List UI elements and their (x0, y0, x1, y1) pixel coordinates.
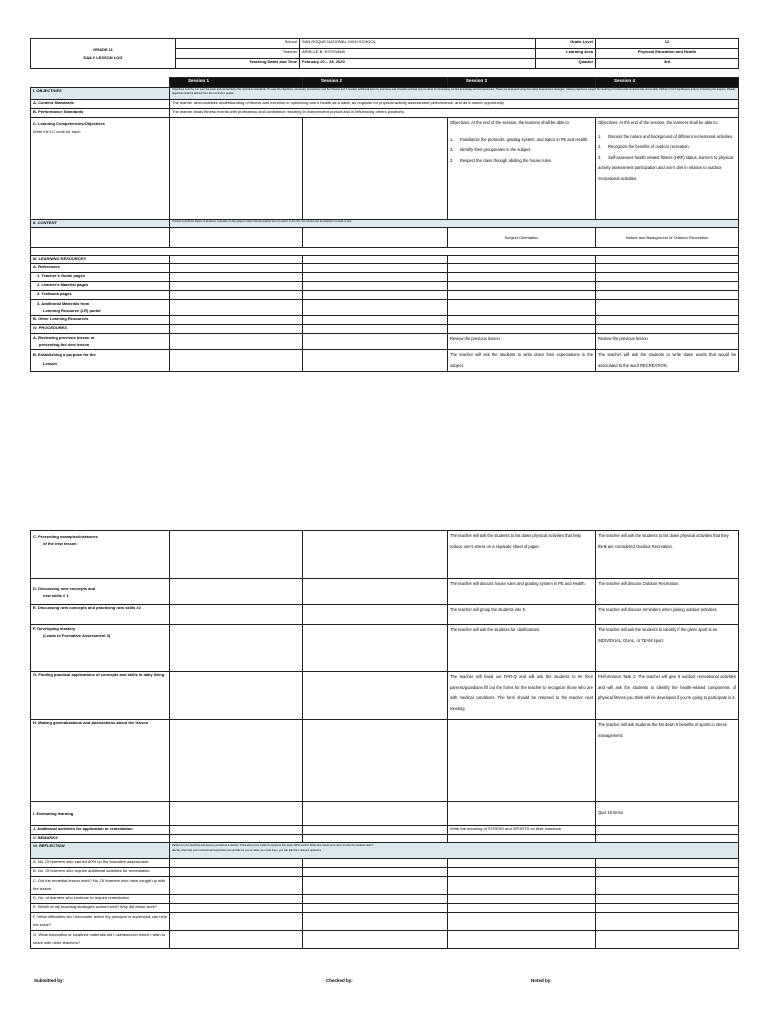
teachers-guide-label: 1. Teacher’s Guide pages (31, 273, 170, 282)
lesson-log-page-2 (30, 530, 738, 949)
lesson-table-2 (30, 530, 739, 949)
grade-level-label: Grade Level (536, 39, 596, 49)
references-label: A. References (31, 264, 170, 273)
session-4-header: Session 4 (596, 78, 739, 88)
proc-i-session-4: Quiz 10 items (596, 802, 739, 826)
learning-area-label: Learning Area (536, 49, 596, 59)
session-3-header: Session 3 (448, 78, 596, 88)
noted-by-label: Noted by: (531, 978, 552, 983)
proc-g-session-3: The teacher will hand out PAR-Q and will ask the students to let their parents/guardians fill out the forms for the teacher to recognize those who are with medical conditions. The form should be returned to the teacher next meeting. (448, 672, 596, 720)
session-4-content: Nature and Background of Outdoor Recreation (596, 228, 739, 248)
checked-by-label: Checked by: (326, 978, 353, 983)
grade-level-value: 12 (596, 39, 739, 49)
reflection-f: F. What difficulties did I encounter which my principal or supervisor can help me solve? (31, 913, 170, 931)
proc-f-session-3: The teacher will ask the students for clarifications. (448, 625, 596, 672)
session-header-row (31, 78, 739, 88)
proc-e-session-4: The teacher will discuss reminders when joining outdoor activities. (596, 605, 739, 625)
proc-g-label: G. Finding practical applications of concepts and skills in daily living (31, 672, 170, 720)
proc-a-session-3: Review the previous lesson (448, 334, 596, 350)
competencies-sub: Write the LC code for each (33, 129, 81, 134)
dates-value: February 20 – 28, 2020 (300, 59, 536, 69)
additional-materials-cell: 4. Additional Materials from Learning Resource (LR) portal (31, 300, 170, 316)
proc-d-session-4: The teacher will discuss Outdoor Recreation. (596, 579, 739, 605)
content-standards-label: A. Content Standards (31, 100, 170, 109)
session-1-header: Session 1 (170, 78, 303, 88)
competencies-cell (31, 118, 170, 220)
performance-standards-label: B. Performance Standards (31, 109, 170, 118)
session-2-header: Session 2 (303, 78, 448, 88)
proc-i-label: I. Evaluating learning (31, 802, 170, 826)
reflection-b: B. No. Of learners who require additional activities for remediation. (31, 868, 170, 877)
log-title: DAILY LESSON LOG (83, 54, 123, 60)
proc-g-session-4: Performance Task 1: The teacher will give 5 outdoor recreational activities and will ask the students to identify the health-related components of physical fitness you think will be developed if you’re going to participate in it. (596, 672, 739, 720)
lesson-log-page-1 (30, 38, 738, 372)
reflection-d: D. No. of learners who continue to require remediation (31, 895, 170, 904)
proc-f-label: F. Developing mastery (Leads to Formative Assessment 3) (31, 625, 170, 672)
proc-h-session-4: The teacher will ask students the list down 5 benefits of sports in stress management. (596, 720, 739, 802)
competencies-label: C. Learning Competencies/Objectives (33, 121, 105, 126)
reflection-label: VI. REFLECTION (31, 843, 170, 859)
proc-d-session-3: The teacher will discuss house rules and grading system in PE and Health. (448, 579, 596, 605)
proc-b-label: B. Establishing a purpose for the Lesson (31, 350, 170, 372)
quarter-value: 3rd (596, 59, 739, 69)
reflection-a: A. No. Of learners who earned 80% on the formative assessment (31, 859, 170, 868)
proc-b-session-3: The teacher will ask the students to write down their expectations in the subject. (448, 350, 596, 372)
teacher-value: ARIELLE B. ESTEVANII (300, 49, 536, 59)
reflection-c: C. Did the remedial lesson work? No. Of learners who have caught up with the lesson (31, 877, 170, 895)
remarks-label: V. REMARKS (31, 835, 170, 843)
textbook-label: 3. Textbook pages (31, 291, 170, 300)
grade-cell (31, 39, 176, 69)
proc-h-label: H. Making generalizations and abstractions about the lesson (31, 720, 170, 802)
header-table (30, 38, 739, 69)
reflection-note: Reflect on your teaching and assess yourself as a teacher. Think about your student’s progress this week. What works? What else needs to be done to help the students learn? Identify what help your instructional supervisors can provide for you so when you meet them, you can ask them relevant questions. (170, 843, 739, 859)
proc-c-session-3: The teacher will ask the students to list down physical activities that help reduce one’s stress on a separate sheet of paper. (448, 531, 596, 579)
learners-material-label: 2. Learner’s Material pages (31, 282, 170, 291)
school-value: SAN ROQUE NATIONAL HIGH SCHOOL (300, 39, 536, 49)
proc-c-label: C. Presenting examples/instances of the new lesson (31, 531, 170, 579)
content-label: II. CONTENT (31, 220, 170, 228)
proc-d-label: D. Discussing new concepts and new skills # 1 (31, 579, 170, 605)
lesson-table-1 (30, 77, 739, 372)
objectives-note: Objectives must be met over the week and connected to the curriculum standards. To meet the objectives, necessary procedures must be followed and if needed, additional lessons, exercises and remedial activities may be done for developing content knowledge and competencies. These are assessed using Formative Assessment strategies. Valuing objectives support the learning of content and competencies and enable children to find significance and joy in learning the lessons. Weekly objectives shall be derived from the curriculum guides. (170, 88, 739, 100)
dates-label: Teaching Dates and Time (176, 59, 300, 69)
quarter-label: Quarter (536, 59, 596, 69)
learning-area-value: Physical Education and Health (596, 49, 739, 59)
other-resources-label: B. Other Learning Resources (31, 316, 170, 325)
school-label: School (176, 39, 300, 49)
submitted-by-label: Submitted by: (34, 978, 64, 983)
proc-a-label: A. Reviewing previous lesson or presenting the new lesson (31, 334, 170, 350)
session-3-objectives: Objectives: At the end of the session, the learners shall be able to: 1. Familiarize the protocols, grading system, and topics in PE and Health. 2. Identify their groupmates in the subject. 3. Respect the class through abiding the house rules. (448, 118, 596, 220)
content-note: Content is what the lesson is all about. It pertains to the subject matter that the teacher aims to teach. In the CG, the content can be tackled in a week or two. (170, 220, 739, 228)
reflection-e: E. Which of my teaching strategies worked well? Why did these work? (31, 904, 170, 913)
objectives-label: I. OBJECTIVES (31, 88, 170, 100)
proc-f-session-4: The teacher will ask the students to identify if the given sport is an INDIVIDUAL, DUAL, or TEAM sport. (596, 625, 739, 672)
session-3-content: Subject Orientation (448, 228, 596, 248)
resources-label: III. LEARNING RESOURCES (31, 256, 170, 264)
proc-j-session-3: Write the meaning of STRESS and SPORTS on their notebook. (448, 826, 596, 835)
proc-e-label: E. Discussing new concepts and practicing new skills #2 (31, 605, 170, 625)
procedures-label: IV. PROCEDURES (31, 325, 170, 334)
session-4-objectives: Objectives: At the end of the session, the learners shall be able to: 1. Discuss the nature and background of different recreational activities. 2. Recognize the benefits of outdoor recreation. 3. Self-assesses health related fitness (HRF) status, barriers to physical activity assessment participation and one’s diet in relation to outdoor recreational activities. (596, 118, 739, 220)
reflection-g: G. What innovation or localized materials did I use/discover which I wish to share with other teachers? (31, 931, 170, 949)
performance-standards-text: The learner leads fitness events with proficiency and confidence resulting in independent pursuit and in influencing others positively. (170, 109, 739, 118)
proc-j-label: J. Additional activities for application or remediation (31, 826, 170, 835)
teacher-label: Teacher (176, 49, 300, 59)
proc-c-session-4: The teacher will ask the students to list down physical activities that they think are considered Outdoor Recreation. (596, 531, 739, 579)
proc-b-session-4: The teacher will ask the students to write down words that would be associated to the word RECREATION. (596, 350, 739, 372)
proc-e-session-3: The teacher will group the students into 5. (448, 605, 596, 625)
content-standards-text: The learner demonstrates understanding of fitness and exercise in optimizing one’s health as a habit; as requisite for physical activity assessment performance, and as a career opportunity (170, 100, 739, 109)
proc-a-session-4: Review the previous lesson (596, 334, 739, 350)
grade-label: GRADE 11 (93, 46, 113, 52)
